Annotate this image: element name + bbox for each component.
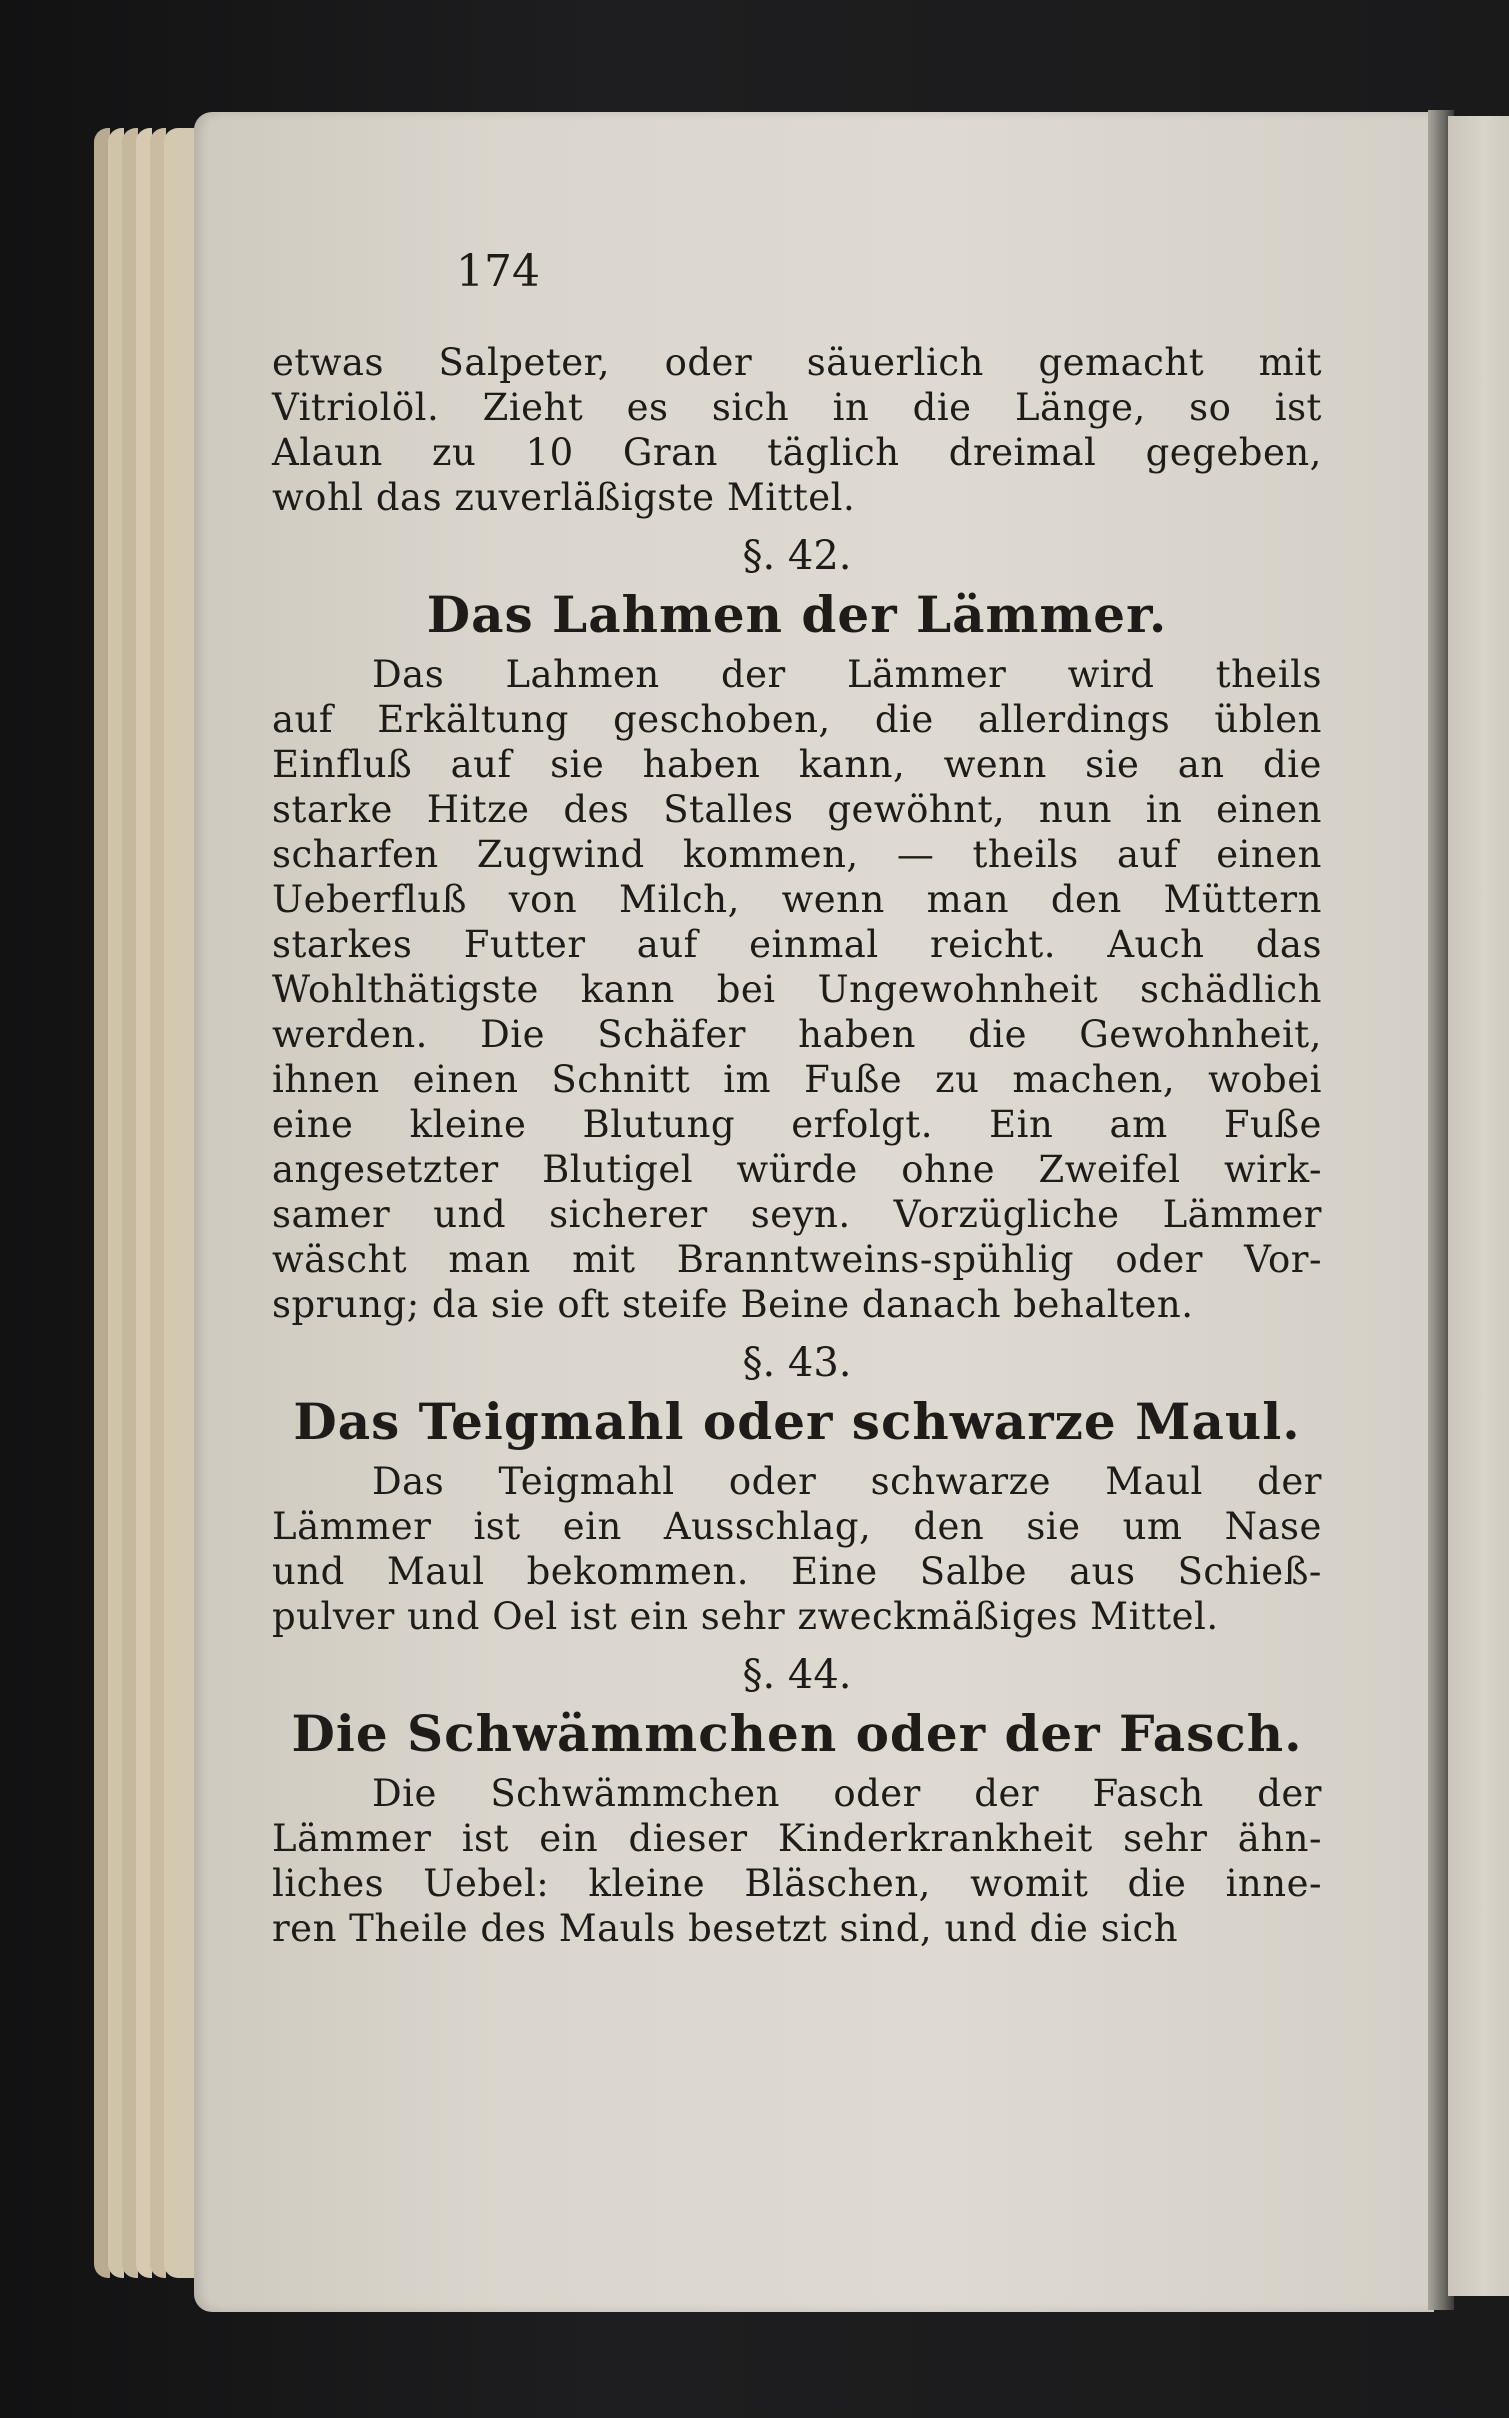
text-line: etwas Salpeter, oder säuerlich gemacht mit: [272, 341, 1322, 384]
text-line: starkes Futter auf einmal reicht. Auch das: [272, 923, 1322, 966]
text-line: Lämmer ist ein dieser Kinderkrankheit sehr ähn-: [272, 1817, 1322, 1860]
text-line: wohl das zuverläßigste Mittel.: [272, 476, 856, 519]
text-line: Lämmer ist ein Ausschlag, den sie um Nase: [272, 1505, 1322, 1548]
text-line: liches Uebel: kleine Bläschen, womit die inne-: [272, 1862, 1322, 1905]
page-text: [272, 340, 1322, 1951]
text-line: ihnen einen Schnitt im Fuße zu machen, wobei: [272, 1058, 1322, 1101]
section-number: §. 43.: [742, 1340, 852, 1386]
text-line: ren Theile des Mauls besetzt sind, und die sich: [272, 1907, 1179, 1950]
page-number: 174: [456, 246, 540, 297]
text-line: wäscht man mit Branntweins-spühlig oder Vor-: [272, 1238, 1322, 1281]
text-line: starke Hitze des Stalles gewöhnt, nun in einen: [272, 788, 1322, 831]
text-line: angesetzter Blutigel würde ohne Zweifel wirk-: [272, 1148, 1322, 1191]
section-title: Die Schwämmchen oder der Fasch.: [291, 1704, 1303, 1763]
text-line: Die Schwämmchen oder der Fasch der: [372, 1772, 1322, 1815]
page-edge: [164, 128, 194, 2278]
paragraph: [272, 1459, 1322, 1639]
text-line: Das Lahmen der Lämmer wird theils: [372, 653, 1322, 696]
text-line: Alaun zu 10 Gran täglich dreimal gegeben,: [272, 431, 1322, 474]
section-title: Das Teigmahl oder schwarze Maul.: [293, 1392, 1301, 1451]
paragraph: [272, 1771, 1322, 1951]
text-line: sprung; da sie oft steife Beine danach behalten.: [272, 1283, 1194, 1326]
text-line: Vitriolöl. Zieht es sich in die Länge, so ist: [272, 386, 1322, 429]
text-line: auf Erkältung geschoben, die allerdings üblen: [272, 698, 1322, 741]
text-line: pulver und Oel ist ein sehr zweckmäßiges Mittel.: [272, 1595, 1219, 1638]
text-line: werden. Die Schäfer haben die Gewohnheit,: [272, 1013, 1322, 1056]
section-title: Das Lahmen der Lämmer.: [426, 585, 1168, 644]
text-line: samer und sicherer seyn. Vorzügliche Lämmer: [272, 1193, 1322, 1236]
section-number: §. 44.: [742, 1652, 852, 1698]
paragraph: [272, 652, 1322, 1327]
section-number: §. 42.: [742, 533, 852, 579]
text-line: Das Teigmahl oder schwarze Maul der: [372, 1460, 1322, 1503]
text-line: scharfen Zugwind kommen, — theils auf einen: [272, 833, 1322, 876]
facing-page: [1448, 116, 1509, 2296]
paragraph: [272, 340, 1322, 520]
text-line: Einfluß auf sie haben kann, wenn sie an die: [272, 743, 1322, 786]
text-line: und Maul bekommen. Eine Salbe aus Schieß-: [272, 1550, 1322, 1593]
text-line: Wohlthätigste kann bei Ungewohnheit schädlich: [272, 968, 1322, 1011]
text-line: eine kleine Blutung erfolgt. Ein am Fuße: [272, 1103, 1322, 1146]
text-line: Ueberfluß von Milch, wenn man den Müttern: [272, 878, 1322, 921]
